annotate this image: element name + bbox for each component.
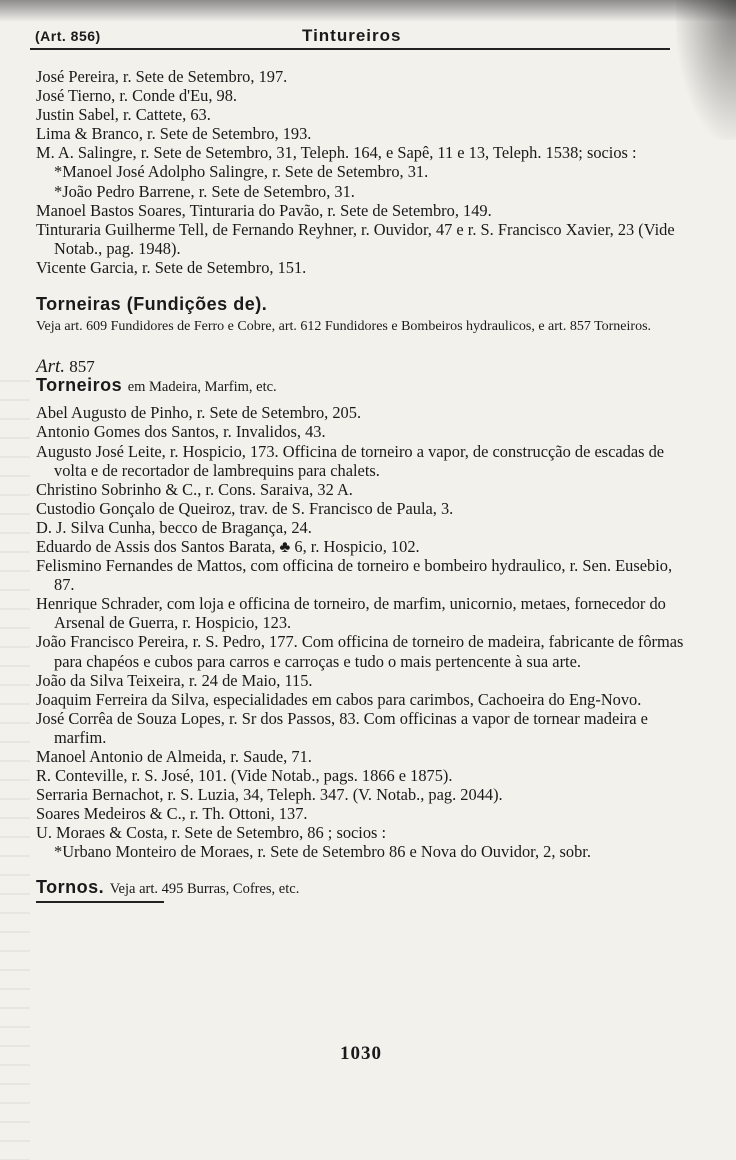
list-item: *Manoel José Adolpho Salingre, r. Sete de Setembro, 31. [54,162,429,182]
header-rule [30,48,670,50]
torneiras-heading: Torneiras (Fundições de). [36,294,268,315]
directory-content [36,67,686,903]
list-item: Justin Sabel, r. Cattete, 63. [36,105,211,125]
list-item: U. Moraes & Costa, r. Sete de Setembro, 86 ; socios : [36,823,387,843]
list-item: José Corrêa de Souza Lopes, r. Sr dos Passos, 83. Com officinas a vapor de tornear madeira e marfim. [36,708,648,747]
page-number: 1030 [340,1043,382,1064]
torneiros-list [36,403,686,861]
list-item: Lima & Branco, r. Sete de Setembro, 193. [36,124,312,144]
list-item: João da Silva Teixeira, r. 24 de Maio, 115. [36,670,313,690]
tornos-heading [36,878,686,903]
list-item: *João Pedro Barrene, r. Sete de Setembro, 31. [54,181,355,201]
list-item: Christino Sobrinho & C., r. Cons. Saraiva, 32 A. [36,479,353,499]
tornos-title: Tornos. [36,876,105,897]
list-item: Henrique Schrader, com loja e officina de torneiro, de marfim, unicornio, metaes, fornecedor do Arsenal de Guerra, r. Hospicio, 123. [36,594,666,633]
list-item: Abel Augusto de Pinho, r. Sete de Setembro, 205. [36,403,362,423]
article-label: Art. [36,356,66,378]
page-edge-shadow [0,0,736,22]
torneiras-note: Veja art. 609 Fundidores de Ferro e Cobre, art. 612 Fundidores e Bombeiros hydraulicos, e art. 857 Torneiros. [36,319,652,335]
torneiros-subtitle: em Madeira, Marfim, etc. [127,379,277,396]
running-head-art: (Art. 856) [35,28,101,44]
list-item: Soares Medeiros & C., r. Th. Ottoni, 137. [36,804,308,824]
running-head-title: Tintureiros [302,26,402,45]
list-item: Tinturaria Guilherme Tell, de Fernando Reyhner, r. Ouvidor, 47 e r. S. Francisco Xavier, 23 (Vide Notab., pag. 1948). [36,219,675,258]
list-item: José Pereira, r. Sete de Setembro, 197. [36,67,288,86]
page-margin-specks [0,380,30,1160]
list-item: Antonio Gomes dos Santos, r. Invalidos, 43. [36,422,326,442]
torneiros-title: Torneiros [36,375,123,396]
list-item: José Tierno, r. Conde d'Eu, 98. [36,86,238,106]
tornos-rule [36,901,164,903]
list-item: R. Conteville, r. S. José, 101. (Vide Notab., pags. 1866 e 1875). [36,766,453,786]
list-item: João Francisco Pereira, r. S. Pedro, 177. Com officina de torneiro de madeira, fabricante de fôrmas para chapéos e cubos para carros e carroças e tudo o mais pertencente à sua arte. [36,632,684,671]
list-item: Serraria Bernachot, r. S. Luzia, 34, Teleph. 347. (V. Notab., pag. 2044). [36,785,503,805]
list-item: M. A. Salingre, r. Sete de Setembro, 31, Teleph. 164, e Sapê, 11 e 13, Teleph. 1538; socios : [36,143,637,163]
list-item: Felismino Fernandes de Mattos, com officina de torneiro e bombeiro hydraulico, r. Sen. Eusebio, 87. [36,556,673,595]
running-head [30,28,670,52]
list-item: Joaquim Ferreira da Silva, especialidades em cabos para carimbos, Cachoeira do Eng-Novo. [36,689,642,709]
list-item: Custodio Gonçalo de Queiroz, trav. de S. Francisco de Paula, 3. [36,498,454,518]
list-item: Eduardo de Assis dos Santos Barata, ♣ 6, r. Hospicio, 102. [36,536,420,556]
list-item: Vicente Garcia, r. Sete de Setembro, 151. [36,257,307,277]
list-item: Augusto José Leite, r. Hospicio, 173. Officina de torneiro a vapor, de construcção de escadas de volta e de recortador de lambrequins para chalets. [36,441,665,480]
article-number-value: 857 [69,357,95,377]
tintureiros-list [36,67,686,277]
list-item: Manoel Antonio de Almeida, r. Saude, 71. [36,747,312,766]
article-number [36,357,686,376]
list-item: D. J. Silva Cunha, becco de Bragança, 24. [36,517,312,537]
list-item: Manoel Bastos Soares, Tinturaria do Pavão, r. Sete de Setembro, 149. [36,200,492,220]
tornos-note: Veja art. 495 Burras, Cofres, etc. [109,880,300,897]
torneiros-heading [36,376,686,397]
list-item: *Urbano Monteiro de Moraes, r. Sete de Setembro 86 e Nova do Ouvidor, 2, sobr. [54,842,591,862]
